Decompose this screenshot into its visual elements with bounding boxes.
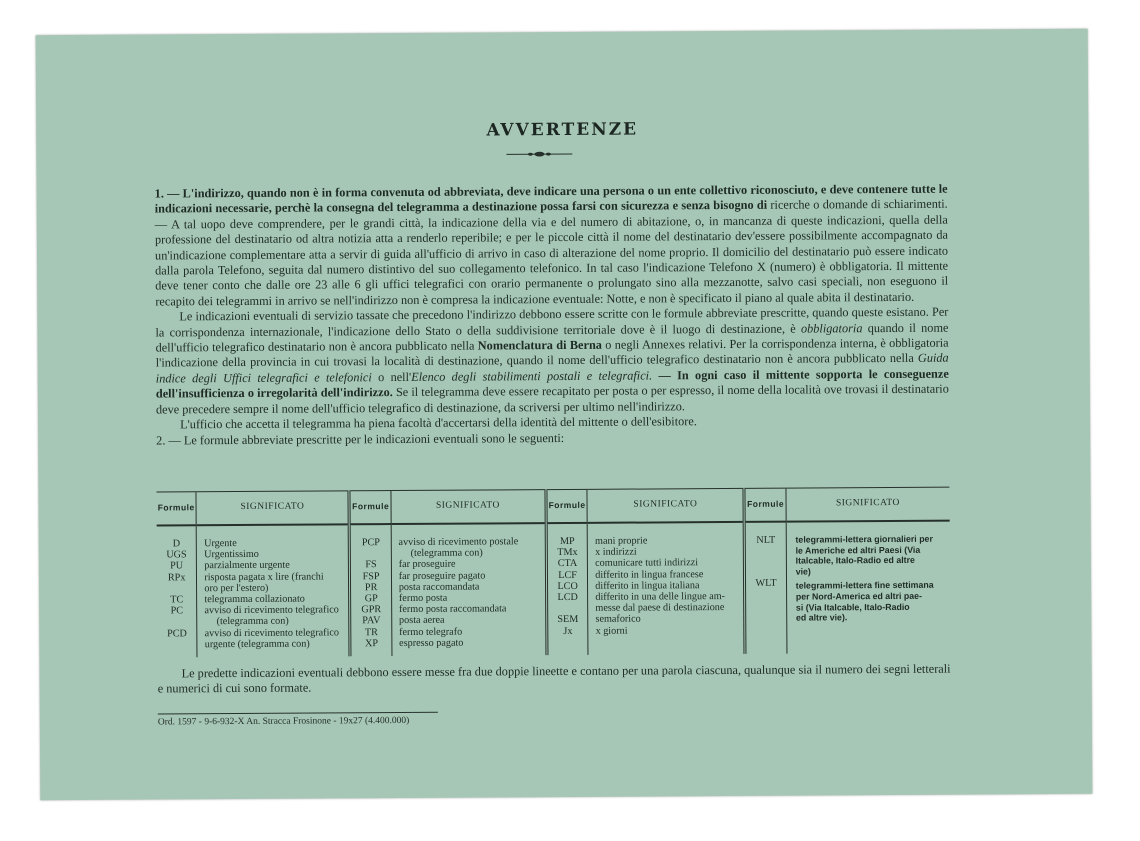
formula-code xyxy=(158,583,195,594)
nlt-description-line: vie) xyxy=(795,566,811,577)
page-title: AVVERTENZE xyxy=(486,119,639,141)
formula-meaning: telegramma collazionato xyxy=(204,593,305,606)
p2-italic-elenco: Elenco degli stabilimenti postali e telegrafici. xyxy=(411,368,653,384)
formula-meaning: Urgentissimo xyxy=(204,549,259,561)
formula-meaning: messe dal paese di destinazione xyxy=(595,602,725,615)
section-1-body: ricerche o domande di schiarimenti. — A tal uopo deve comprendere, per le grandi città, la indicazione della via e del numero di abitazione, o, in mancanza di queste indicazioni, quella della professione del destinatario od altra notizia atta a renderlo reperibile; e per le piccole città il nome del destinatario dev'essere possibilmente accompagnato da un'indicazione complementare atta a servir di guida all'ufficio di arrivo in caso di alterazione del nome proprio. Il domicilio del destinatario può essere indicato dalla parola Telefono, seguita dal numero distintivo del suo collegamento telefonico. In tal caso l'indicazione Telefono X (numero) è obbligatoria. Il mittente deve tener conto che dalle ore 23 alle 6 gli uffici telegrafici con orario permanente o prolungato sino alla mezzanotte, salvo casi speciali, non eseguono il recapito dei telegrammi in arrivo se nell'indirizzo non è compresa la indicazione eventuale: Notte, e non è specificato il piano al quale abita il destinatario. xyxy=(154,197,949,309)
header-significato-3: SIGNIFICATO xyxy=(587,488,744,522)
header-formule-1: Formule xyxy=(156,492,196,526)
wlt-description-line: ed altre vie). xyxy=(795,612,848,623)
formula-code: UGS xyxy=(166,549,187,561)
section-1-paragraph-2 xyxy=(155,305,949,418)
formula-meaning: (telegramma con) xyxy=(216,616,289,628)
formula-meaning: Urgente xyxy=(204,538,237,550)
column-3-descriptions xyxy=(587,522,745,655)
formula-code: GPR xyxy=(361,604,382,616)
p2-text-c: quando il nome dell'ufficio telegrafico destinatario non è ancora pubblicato nella xyxy=(155,320,949,355)
formula-meaning: far proseguire pagato xyxy=(398,570,486,582)
formula-code: PC xyxy=(170,605,184,617)
formula-code: LCF xyxy=(558,569,577,581)
formula-code: LCO xyxy=(557,580,578,592)
formula-meaning: parzialmente urgente xyxy=(204,560,290,572)
column-4-codes xyxy=(745,522,787,654)
table-body-row xyxy=(157,521,951,658)
section-1-paragraph-3: L'ufficio che accetta il telegramma ha piena facoltà d'accertarsi della identità del mittente o dell'esibitore. xyxy=(180,414,697,432)
footnote-paragraph xyxy=(158,662,951,698)
formula-meaning: fermo posta xyxy=(398,592,448,605)
formula-meaning: fermo telegrafo xyxy=(399,626,463,638)
formula-meaning: semaforico xyxy=(595,613,641,626)
header-significato-1: SIGNIFICATO xyxy=(196,491,349,525)
formula-code: MP xyxy=(559,535,575,548)
p2-text-j: Se il telegramma deve essere recapitato per posta o per espresso, il nome della località ove trovasi il destinatario deve precedere sempre il nome dell'ufficio telegrafico di destinazione, da scriversi per ultimo nell'indirizzo. xyxy=(155,381,949,417)
column-1-codes xyxy=(157,525,198,657)
column-4-descriptions xyxy=(786,521,951,654)
formula-code xyxy=(549,603,586,614)
header-significato-4: SIGNIFICATO xyxy=(786,487,950,521)
section-1-lead: 1. — L'indirizzo, quando non è in forma convenuta od abbreviata, deve indicare una persona o un ente collettivo riconosciuto, e deve contenere tutte le indicazioni necessarie, perchè la consegna del telegramma a destinazione possa farsi con sicurezza e senza bisogno di xyxy=(154,181,948,216)
formula-meaning: far proseguire xyxy=(398,559,456,571)
formula-code: Jx xyxy=(563,625,573,637)
formula-meaning: x giorni xyxy=(595,625,628,637)
formula-meaning: mani proprie xyxy=(594,535,648,547)
formula-code: FS xyxy=(365,559,377,571)
column-2-descriptions xyxy=(391,523,547,656)
formula-meaning: posta raccomandata xyxy=(398,581,480,593)
p2-bold-nomenclatura: Nomenclatura di Berna xyxy=(477,337,602,353)
nlt-description-line: le Americhe ed altri Paesi (Via xyxy=(795,544,921,556)
code-nlt: NLT xyxy=(756,534,776,546)
codes-table xyxy=(156,487,950,658)
code-wlt: WLT xyxy=(755,577,777,590)
section-2-intro: 2. — Le formule abbreviate prescritte per le indicazioni eventuali sono le seguenti: xyxy=(156,430,565,447)
formula-meaning: posta aerea xyxy=(398,615,445,627)
formula-code: SEM xyxy=(557,614,579,626)
formula-code: TC xyxy=(170,594,184,606)
header-formule-4: Formule xyxy=(744,488,786,522)
formula-code: XP xyxy=(364,637,379,650)
column-2-codes xyxy=(350,524,392,656)
footnote-text: Le predette indicazioni eventuali debbono essere messe fra due doppie lineette e contano per una parola ciascuna, qualunque sia il numero dei segni letterali e numerici di cui sono formate. xyxy=(157,661,951,696)
formula-meaning: x indirizzi xyxy=(595,546,637,559)
formula-meaning: oro per l'estero) xyxy=(204,582,269,595)
formula-code: PCD xyxy=(167,627,187,640)
formula-code: PAV xyxy=(362,615,381,627)
nlt-description-line: Italcable, Italo-Radio ed altre xyxy=(795,555,915,566)
formula-code xyxy=(158,639,195,650)
formula-code: PCP xyxy=(361,537,380,549)
footer-divider xyxy=(158,712,438,715)
formula-meaning: risposta pagata x lire (franchi xyxy=(204,571,324,583)
formula-meaning: differito in una delle lingue am- xyxy=(595,591,726,603)
document-sheet xyxy=(36,29,1093,800)
formula-meaning: (telegramma con) xyxy=(410,547,483,560)
formula-code: D xyxy=(172,538,181,550)
formula-code xyxy=(352,548,389,559)
wlt-description-line: telegrammi-lettera fine settimana xyxy=(795,580,934,591)
p2-text-a: Le indicazioni eventuali di servizio tassate che precedono l'indirizzo debbono essere scritte con le formule abbreviate prescritte, quando queste esistano. Per la corrispondenza internazionale, l'indicazione dello Stato o della suddivisione territoriale dove è il luogo di destinazione, è xyxy=(155,304,949,340)
formula-code: RPx xyxy=(167,571,186,584)
column-3-codes xyxy=(546,523,588,655)
wlt-description-line: per Nord-America ed altri pae- xyxy=(795,590,922,602)
formula-code: PR xyxy=(364,581,378,594)
formula-meaning: differito in lingua italiana xyxy=(595,579,700,592)
formula-meaning: fermo posta raccomandata xyxy=(398,603,507,616)
formula-code: TR xyxy=(364,626,378,638)
title-ornament xyxy=(506,150,572,158)
wlt-description xyxy=(788,580,950,623)
column-1-descriptions xyxy=(196,524,350,657)
p2-italic-guida: Guida indice degli Uffici telegrafici e telefonici xyxy=(155,351,949,386)
section-1 xyxy=(155,182,950,449)
wlt-description-line: si (Via Italcable, Italo-Radio xyxy=(795,601,910,613)
formula-meaning: urgente (telegramma con) xyxy=(204,638,310,651)
formula-code: TMx xyxy=(557,547,578,559)
p2-text-g: o nell' xyxy=(378,369,412,385)
nlt-description-line: telegrammi-lettera giornalieri per xyxy=(795,533,933,545)
formula-code: CTA xyxy=(557,558,578,570)
formula-meaning: avviso di ricevimento telegrafico xyxy=(204,604,339,617)
header-significato-2: SIGNIFICATO xyxy=(391,490,546,524)
p2-text-e: o negli Annexes relativi. Per la corrispondenza interna, è obbligatoria l'indicazione della provincia in cui trovasi la località di destinazione, quando il nome dell'ufficio telegrafico destinatario non è ancora pubblicato nella xyxy=(155,335,949,370)
formula-meaning: comunicare tutti indirizzi xyxy=(595,557,699,570)
header-formule-2: Formule xyxy=(349,491,391,525)
header-formule-3: Formule xyxy=(546,489,588,523)
formula-meaning: differito in lingua francese xyxy=(595,568,704,581)
print-footer: Ord. 1597 - 9-6-932-X An. Stracca Frosinone - 19x27 (4.400.000) xyxy=(157,715,410,728)
p2-bold-conseguenze: — In ogni caso il mittente sopporta le conseguenze dell'insufficienza o irregolarità dell'indirizzo. xyxy=(155,366,949,401)
formula-code: FSP xyxy=(362,570,380,582)
formula-meaning: espresso pagato xyxy=(399,637,464,649)
nlt-description xyxy=(787,534,949,577)
formula-code: LCD xyxy=(557,591,578,604)
formula-meaning: avviso di ricevimento postale xyxy=(398,536,519,549)
formula-code xyxy=(158,617,195,628)
table-header-row xyxy=(156,487,949,525)
formula-meaning: avviso di ricevimento telegrafico xyxy=(204,627,340,639)
formula-code: PU xyxy=(170,560,184,572)
p2-italic-obbligatoria: obbligatoria xyxy=(800,320,863,336)
formula-code: GP xyxy=(364,593,378,605)
